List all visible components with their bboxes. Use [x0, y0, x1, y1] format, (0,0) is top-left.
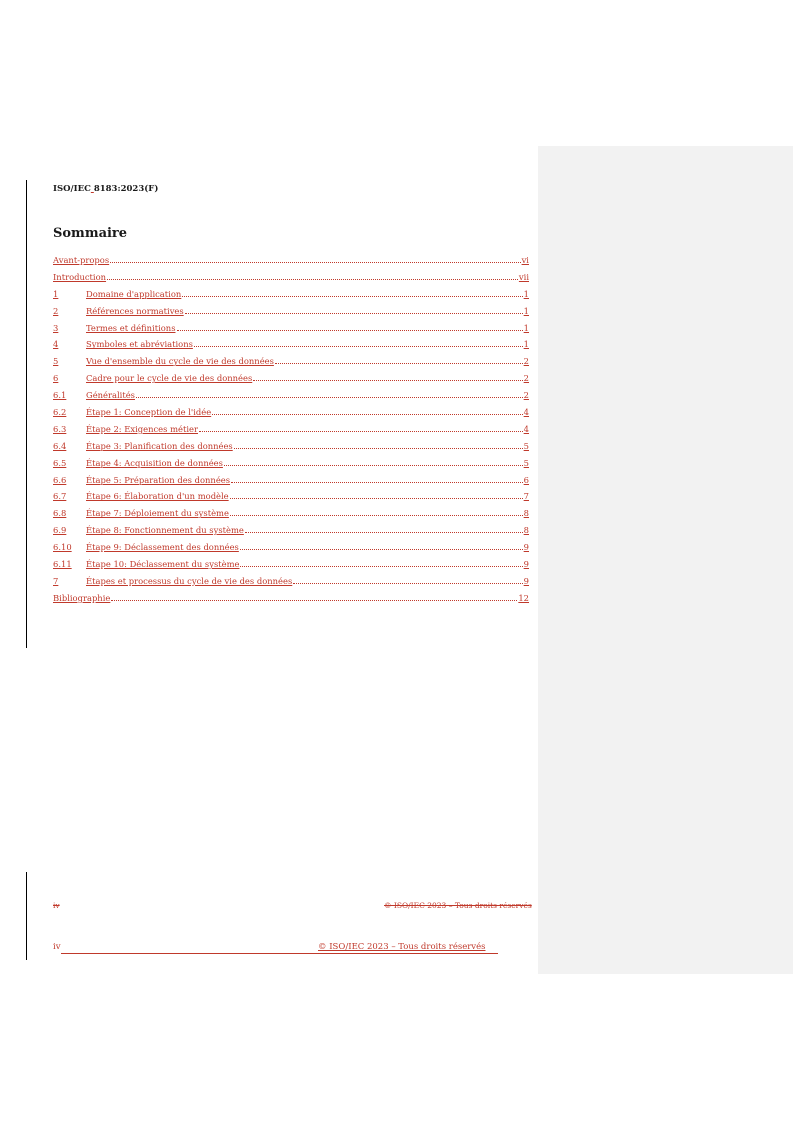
toc-entry[interactable]: 6.4 Étape 3: Planification des données 5 [53, 440, 529, 451]
toc-entry[interactable]: 6.6 Étape 5: Préparation des données 6 [53, 474, 529, 485]
toc-entry[interactable]: 2 Références normatives 1 [53, 305, 529, 316]
deleted-footer-copyright: © ISO/IEC 2023 – Tous droits réservés [384, 901, 532, 910]
toc-entry[interactable]: 6 Cadre pour le cycle de vie des données 2 [53, 373, 529, 384]
toc-entry[interactable]: 6.8 Étape 7: Déploiement du système 8 [53, 508, 529, 519]
toc-entry[interactable]: 6.2 Étape 1: Conception de l'idée 4 [53, 407, 529, 418]
deleted-footer-page-number: iv [53, 901, 60, 910]
comment-pane [538, 146, 793, 974]
change-bar [26, 872, 27, 960]
document-id: ISO/IEC 8183:2023(F) [53, 184, 159, 194]
change-bar [26, 180, 27, 648]
toc-title: Sommaire [53, 226, 128, 241]
footer-inserted-underline [61, 953, 498, 954]
toc-entry[interactable]: 6.5 Étape 4: Acquisition de données 5 [53, 457, 529, 468]
toc-entry[interactable]: 1 Domaine d'application 1 [53, 288, 529, 299]
toc-entry[interactable]: 6.9 Étape 8: Fonctionnement du système 8 [53, 525, 529, 536]
footer-copyright: © ISO/IEC 2023 – Tous droits réservés [318, 942, 486, 952]
toc-entry[interactable]: Avant-propos vi [53, 255, 529, 265]
toc-entry[interactable]: 3 Termes et définitions 1 [53, 322, 529, 333]
toc-entry[interactable]: 6.7 Étape 6: Élaboration d'un modèle 7 [53, 491, 529, 502]
toc-entry[interactable]: 7 Étapes et processus du cycle de vie des données 9 [53, 575, 529, 586]
table-of-contents [53, 255, 529, 610]
toc-entry[interactable]: 6.11 Étape 10: Déclassement du système 9 [53, 559, 529, 570]
footer-page-number: iv [53, 942, 61, 952]
toc-entry[interactable]: Bibliographie 12 [53, 592, 529, 603]
toc-entry[interactable]: 5 Vue d'ensemble du cycle de vie des données 2 [53, 356, 529, 367]
toc-entry[interactable]: 4 Symboles et abréviations 1 [53, 339, 529, 350]
toc-entry[interactable]: Introduction vii [53, 271, 529, 282]
toc-entry[interactable]: 6.1 Généralités 2 [53, 390, 529, 401]
toc-entry[interactable]: 6.10 Étape 9: Déclassement des données 9 [53, 542, 529, 553]
toc-entry[interactable]: 6.3 Étape 2: Exigences métier 4 [53, 423, 529, 434]
